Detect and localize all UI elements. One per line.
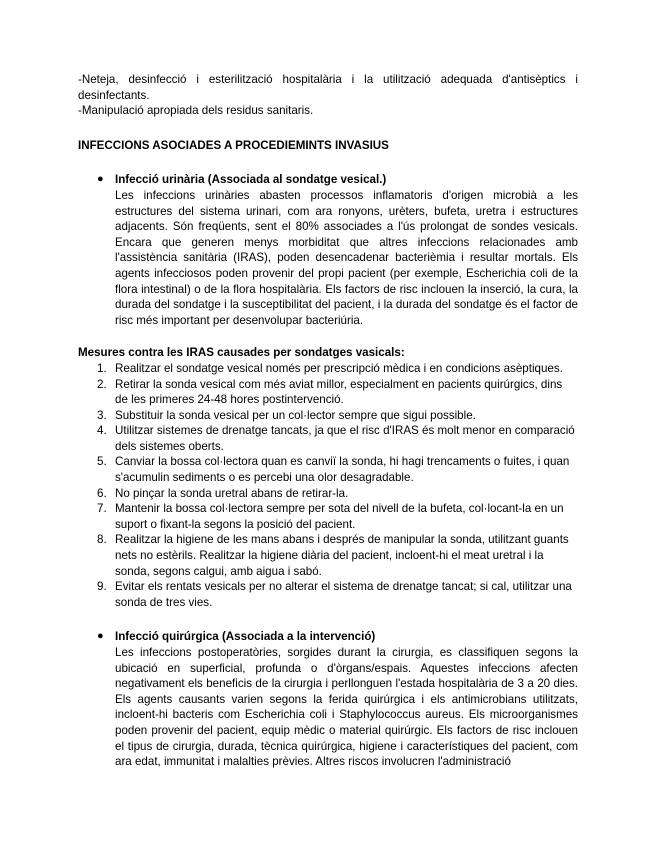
list-item-number: 9. bbox=[97, 580, 107, 594]
list-item-text: Canviar la bossa col·lectora quan es canviï la sonda, hi hagi trencaments o fuites, i quan s'acumulin sediments o es percebi una olor desagradable. bbox=[115, 455, 570, 485]
list-item-text: Substituir la sonda vesical per un col·lector sempre que sigui possible. bbox=[115, 408, 476, 422]
list-item-number: 6. bbox=[97, 486, 107, 500]
list-item-text: Utilitzar sistemes de drenatge tancats, ja que el risc d'IRAS és molt menor en comparació dels sistemes oberts. bbox=[115, 424, 575, 453]
list-item bbox=[78, 532, 578, 579]
intro-line-2: -Manipulació apropiada dels residus sanitaris. bbox=[78, 104, 314, 118]
list-item-text: Realitzar el sondatge vesical només per prescripció mèdica i en condicions asèptiques. bbox=[115, 361, 563, 375]
list-item-number: 8. bbox=[97, 533, 107, 547]
list-item bbox=[78, 579, 578, 610]
list-item-number: 4. bbox=[97, 424, 107, 438]
measures-list bbox=[78, 361, 578, 611]
list-item bbox=[78, 361, 578, 377]
urinary-infection-body: Les infeccions urinàries abasten processos inflamatoris d'origen microbià a les estructures del sistema urinari, com ara ronyons, urèters, bufeta, uretra i estructures adjacents. Són freqüents, sent el 80% associades a l'ús prolongat de sondes vesicals. Encara que generen menys morbiditat que altres infeccions relacionades amb l'assistència sanitària (IRAS), poden desencadenar bacterièmia i resultar mortals. Els agents infecciosos poden provenir del propi pacient (per exemple, Escherichia coli de la flora intestinal) o de la flora hospitalària. Els factors de risc inclouen la inserció, la cura, la durada del sondatge i la susceptibilitat del pacient, i la durada del sondatge és el factor de risc més important per desenvolupar bacteriúria. bbox=[115, 188, 578, 327]
list-item-number: 7. bbox=[97, 502, 107, 516]
measures-title: Mesures contra les IRAS causades per sondatges vasicals: bbox=[78, 346, 405, 360]
list-item bbox=[78, 486, 578, 502]
list-item-text: Realitzar la higiene de les mans abans i després de manipular la sonda, utilitzant guants nets no estèrils. Realitzar la higiene diària del pacient, incloent-hi el meat uretral i la sonda, segons calgui, amb aigua i sabó. bbox=[115, 533, 569, 578]
list-item-text: Evitar els rentats vesicals per no alterar el sistema de drenatge tancat; si cal, utilitzar una sonda de tres vies. bbox=[115, 580, 572, 609]
list-item-text: Mantenir la bossa col·lectora sempre per sota del nivell de la bufeta, col·locant-la en un suport o fixant-la segons la posició del pacient. bbox=[115, 502, 564, 531]
list-item bbox=[78, 454, 578, 485]
surgical-infection-body: Les infeccions postoperatòries, sorgides durant la cirurgia, es classifiquen segons la ubicació en superficial, profunda o d'òrgans/espais. Aquestes infeccions afecten negativament els beneficis de la cirurgia i perllonguen l'estada hospitalària de 3 a 20 dies. Els agents causants varien segons la ferida quirúrgica i els antimicrobians utilitzats, incloent-hi bacteris com Escherichia coli i Staphylococcus aureus. Els microorganismes poden provenir del pacient, equip mèdic o material quirúrgic. Els factors de risc inclouen el tipus de cirurgia, durada, tècnica quirúrgica, higiene i característiques del pacient, com ara edat, immunitat i malalties prèvies. Altres riscos involucren l'administració bbox=[115, 646, 578, 769]
list-item-text: Retirar la sonda vesical com més aviat millor, especialment en pacients quirúrgics, dins de les primeres 24-48 hores postintervenció. bbox=[115, 377, 563, 407]
list-item bbox=[78, 423, 578, 454]
list-item-number: 3. bbox=[97, 408, 107, 422]
list-item-number: 1. bbox=[97, 361, 107, 375]
surgical-infection-section bbox=[78, 629, 578, 769]
list-item-number: 2. bbox=[97, 377, 107, 391]
urinary-infection-title: Infecció urinària (Associada al sondatge vesical.) bbox=[115, 173, 387, 187]
list-item bbox=[78, 501, 578, 532]
list-item bbox=[78, 377, 578, 408]
document-page bbox=[78, 72, 578, 770]
intro-line-1: -Neteja, desinfecció i esterilització hospitalària i la utilització adequada d'antisèptics i desinfectants. bbox=[78, 73, 578, 102]
bullet-icon: ● bbox=[97, 630, 104, 643]
section-title: INFECCIONS ASOCIADES A PROCEDIEMINTS INVASIUS bbox=[78, 138, 389, 152]
bullet-icon: ● bbox=[97, 173, 104, 186]
list-item-text: No pinçar la sonda uretral abans de retirar-la. bbox=[115, 486, 349, 500]
list-item-number: 5. bbox=[97, 455, 107, 469]
urinary-infection-section bbox=[78, 172, 578, 328]
list-item bbox=[78, 408, 578, 424]
surgical-infection-title: Infecció quirúrgica (Associada a la intervenció) bbox=[115, 630, 376, 644]
